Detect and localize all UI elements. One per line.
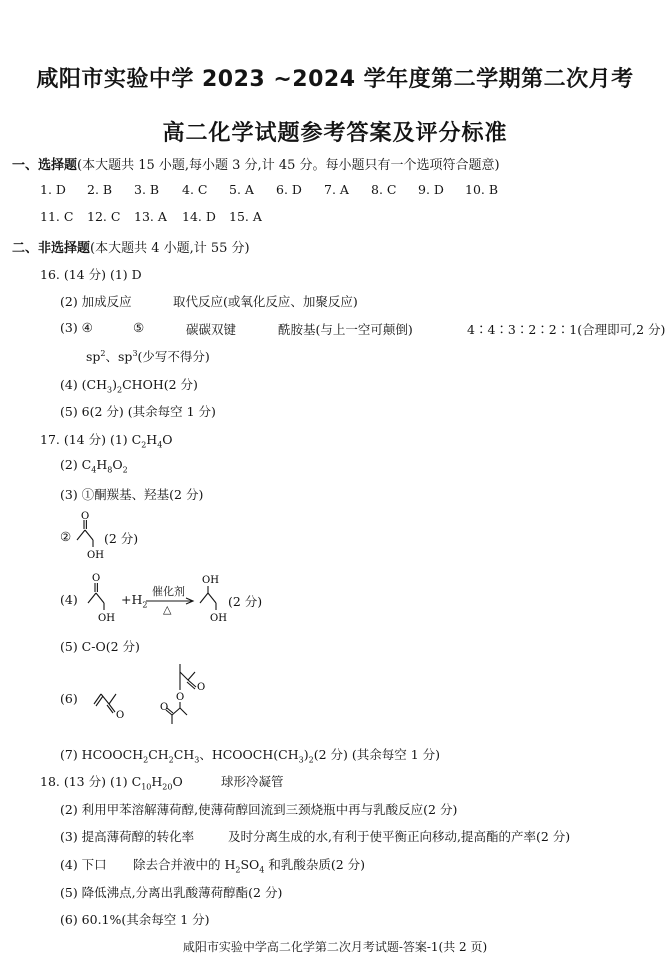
hydroxyacetone-reactant [84,570,120,626]
formula-part: O [112,457,123,472]
formula-part: CH [173,747,195,762]
formula-part: ) [303,747,309,762]
mc-answer: 8. C [371,182,397,197]
q16-3f [86,347,210,365]
formula-part: 18. (13 分) (1) C [40,774,142,789]
reagent: +H [121,592,143,607]
subscript: 3 [107,385,113,395]
q16-3b: ⑤ [133,320,145,335]
q18-2: (2) 利用甲苯溶解薄荷醇,使薄荷醇回流到三颈烧瓶中再与乳酸反应(2 分) [60,802,458,817]
q16-2b: 取代反应(或氧化反应、加聚反应) [173,294,358,309]
formula-part: 、HCOOCH(CH [199,747,299,762]
subscript: 4 [259,865,265,875]
q16-4 [60,375,198,395]
q17-6-label: (6) [60,691,78,706]
mc-answer: 3. B [134,182,160,197]
subscript: 2 [168,755,174,765]
formula-part: O [172,774,183,789]
subscript: 2 [142,600,148,610]
q18-3a: (3) 提高薄荷醇的转化率 [60,829,195,844]
formula-part: SO [240,857,260,872]
q17-3b-score: (2 分) [104,531,139,546]
q16-5: (5) 6(2 分) (其余每空 1 分) [60,404,216,419]
q17-2 [60,457,128,475]
formula-part: (4) (CH [60,377,108,392]
mc-answer: 14. D [182,209,216,224]
formula-part: H [146,432,158,447]
q16-3d: 酰胺基(与上一空可颠倒) [278,322,413,337]
q17-4-h2 [121,592,147,610]
section2-desc: (本大题共 4 小题,计 55 分) [90,241,250,256]
atom-label: O [92,573,101,584]
note: (少写不得分) [137,349,210,364]
formula-part: 除去合并液中的 H [133,857,236,872]
atom-label: O [176,692,185,703]
subscript: 10 [141,782,152,792]
methyl-vinyl-ketone-structure [90,682,130,722]
subscript: 2 [122,465,128,475]
formula-part: CHOH(2 分) [122,377,198,392]
q18-head [40,772,183,792]
subscript: 2 [117,385,123,395]
atom-label: OH [202,575,219,586]
formula-part: (2) C [60,457,92,472]
ether-diketone-structure [158,660,218,730]
atom-label: OH [210,613,227,624]
atom-label: O [116,710,125,721]
mc-answer: 4. C [182,182,208,197]
mc-answer: 9. D [418,182,444,197]
formula-part: H [151,774,163,789]
subscript: 2 [235,865,241,875]
subscript: 3 [298,755,304,765]
subscript: 4 [91,465,97,475]
catalyst-label: 催化剂 [152,585,185,598]
mc-answer: 1. D [40,182,66,197]
atom-label: O [160,702,169,713]
formula-part: 和乳酸杂质(2 分) [264,857,366,872]
atom-label: OH [87,550,104,561]
propanediol-product [196,570,232,626]
mc-answer: 7. A [324,182,349,197]
subscript: 3 [194,755,200,765]
hybrid-sp: sp [86,349,101,364]
q16-3e: 4∶4∶3∶2∶2∶1(合理即可,2 分) [467,322,666,337]
subscript: 2 [143,755,149,765]
subscript: 4 [157,440,163,450]
page-subtitle: 高二化学试题参考答案及评分标准 [162,121,508,146]
mc-answer: 12. C [87,209,121,224]
atom-label: OH [98,613,115,624]
formula-part: CH [148,747,169,762]
superscript: 3 [132,348,138,358]
hybrid-sp: 、sp [105,349,133,364]
formula-part: (7) HCOOCH [60,747,144,762]
page-footer: 咸阳市实验中学高二化学第二次月考试题-答案-1(共 2 页) [182,940,488,954]
q16-2a: (2) 加成反应 [60,294,132,309]
q18-5: (5) 降低沸点,分离出乳酸薄荷醇酯(2 分) [60,885,283,900]
subscript: 20 [162,782,173,792]
subscript: 2 [141,440,147,450]
formula-part: ) [112,377,118,392]
section1-heading: 一、选择题 [12,158,78,173]
subscript: 2 [308,755,314,765]
q18-3b: 及时分离生成的水,有利于使平衡正向移动,提高酯的产率(2 分) [228,829,571,844]
q16-3a: (3) ④ [60,320,93,335]
q17-7 [60,745,440,765]
subscript: 8 [107,465,113,475]
mc-answer: 5. A [229,182,254,197]
mc-answer: 13. A [134,209,167,224]
atom-label: O [197,682,206,693]
q18-4a: (4) 下口 [60,857,107,872]
q17-5: (5) C-O(2 分) [60,639,140,654]
q17-3b-num: ② [60,529,72,544]
mc-answer: 2. B [87,182,113,197]
formula-part: O [162,432,173,447]
section2-heading-line [12,237,250,256]
q18-6: (6) 60.1%(其余每空 1 分) [60,912,210,927]
heat-symbol: △ [163,603,172,616]
page-title: 咸阳市实验中学 2023 ~2024 学年度第二学期第二次月考 [36,67,634,92]
q18-head-apparatus: 球形冷凝管 [221,774,284,789]
q17-4-score: (2 分) [228,594,263,609]
mc-answer: 11. C [40,209,74,224]
q16-3c: 碳碳双键 [186,322,237,337]
formula-part: (2 分) (其余每空 1 分) [313,747,440,762]
q17-4-label: (4) [60,592,78,607]
superscript: 2 [100,348,106,358]
atom-label: O [81,511,90,522]
q17-head [40,430,173,450]
section1-heading-line [12,154,500,173]
q17-3: (3) ①酮羰基、羟基(2 分) [60,487,204,502]
mc-answer: 6. D [276,182,302,197]
section1-desc: (本大题共 15 小题,每小题 3 分,计 45 分。每小题只有一个选项符合题意) [77,158,500,173]
formula-part: H [96,457,108,472]
formula-part: 17. (14 分) (1) C [40,432,142,447]
mc-answer: 15. A [229,209,262,224]
q18-4b [133,855,365,875]
q16-head: 16. (14 分) (1) D [40,267,142,282]
mc-answer: 10. B [465,182,499,197]
section2-heading: 二、非选择题 [12,241,91,256]
